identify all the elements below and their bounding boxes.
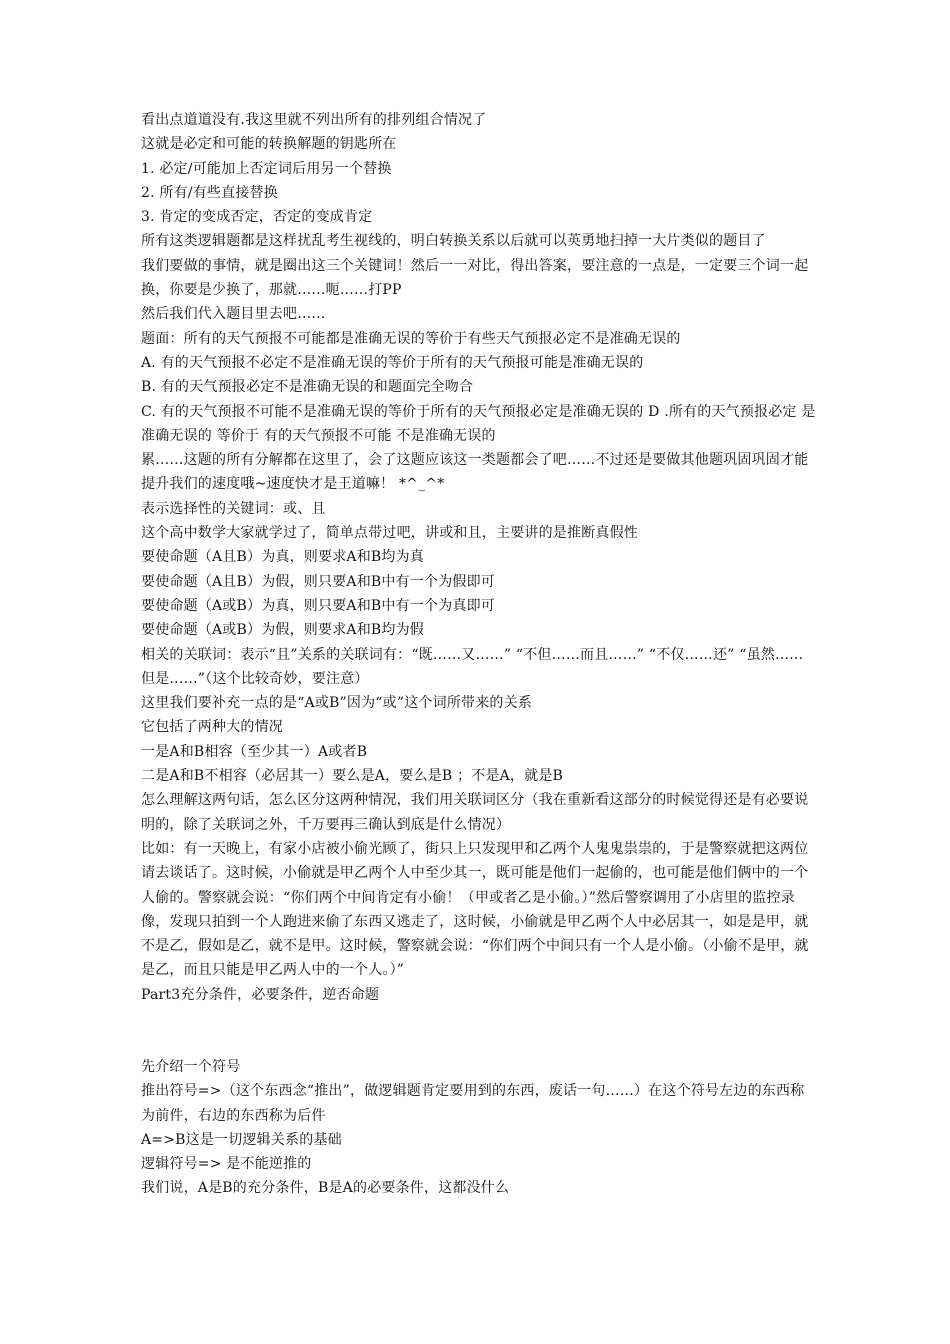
paragraph: 这个高中数学大家就学过了，简单点带过吧，讲或和且，主要讲的是推断真假性 [141,525,638,542]
paragraph: 一是A和B相容（至少其一）A或者B [141,743,368,760]
rule-line: 要使命题（A且B）为真，则要求A和B均为真 [141,549,424,566]
paragraph: 逻辑符号=> 是不能逆推的 [141,1156,312,1173]
paragraph: 推出符号=>（这个东西念“推出”，做逻辑题肯定要用到的东西，废话一句……）在这个符号左边的东西称为前件，右边的东西称为后件 [141,1083,805,1124]
example-paragraph: 比如：有一天晚上，有家小店被小偷光顾了，街只上只发现甲和乙两个人鬼鬼祟祟的，于是警察就把这两位请去谈话了。这时候，小偷就是甲乙两个人中至少其一，既可能是他们一起偷的，也可能是他们俩中的一个人偷的。警察就会说：“你们两个中间肯定有小偷！（甲或者乙是小偷。）”然后警察调用了小店里的监控录像，发现只拍到一个人跑进来偷了东西又逃走了，这时候，小偷就是甲乙两个人中必居其一，如是是甲，就不是乙，假如是乙，就不是甲。这时候，警察就会说：“你们两个中间只有一个人是小偷。（小偷不是甲，就是乙，而且只能是甲乙两人中的一个人。）” [141,840,809,979]
list-item: 3. 肯定的变成否定，否定的变成肯定 [141,209,373,226]
paragraph: 它包括了两种大的情况 [141,719,283,736]
paragraph: 我们说，A是B的充分条件，B是A的必要条件，这都没什么 [141,1180,510,1197]
section-heading: 表示选择性的关键词：或、且 [141,500,326,517]
rule-line: 要使命题（A且B）为假，则只要A和B中有一个为假即可 [141,573,495,590]
document-page [141,108,816,1201]
option-a: A. 有的天气预报不必定不是准确无误的等价于所有的天气预报可能是准确无误的 [141,354,644,371]
rule-line: 要使命题（A或B）为真，则只要A和B中有一个为真即可 [141,597,495,614]
blank-space [141,1007,816,1055]
paragraph: 然后我们代入题目里去吧…… [141,306,326,323]
paragraph: 看出点道道没有.我这里就不列出所有的排列组合情况了 [141,112,487,128]
list-item: 2. 所有/有些直接替换 [141,184,278,201]
rule-line: 要使命题（A或B）为假，则要求A和B均为假 [141,622,424,639]
paragraph: 二是A和B不相容（必居其一）要么是A，要么是B ；不是A，就是B [141,768,564,785]
paragraph: 累……这题的所有分解都在这里了，会了这题应该这一类题都会了吧……不过还是要做其他题巩固巩固才能提升我们的速度哦~速度快才是王道嘛！ *^_^* [141,452,809,493]
paragraph: 相关的关联词：表示“且”关系的关联词有：“既……又……” “不但……而且……” “不仅……还” “虽然……但是……”（这个比较奇妙，要注意） [141,646,804,687]
option-c-d: C. 有的天气预报不可能不是准确无误的等价于所有的天气预报必定是准确无误的 D .所有的天气预报必定 是准确无误的 等价于 有的天气预报不可能 不是准确无误的 [141,403,816,444]
paragraph: 所有这类逻辑题都是这样扰乱考生视线的，明白转换关系以后就可以英勇地扫掉一大片类似的题目了 [141,233,766,250]
list-item: 1. 必定/可能加上否定词后用另一个替换 [141,160,392,177]
part-heading: Part3充分条件，必要条件，逆否命题 [141,986,380,1003]
option-b: B. 有的天气预报必定不是准确无误的和题面完全吻合 [141,379,474,396]
paragraph: 这里我们要补充一点的是“A或B”因为“或”这个词所带来的关系 [141,695,533,712]
paragraph: A=>B这是一切逻辑关系的基础 [141,1131,342,1148]
question-stem: 题面：所有的天气预报不可能都是准确无误的等价于有些天气预报必定不是准确无误的 [141,330,681,347]
paragraph: 怎么理解这两句话，怎么区分这两种情况，我们用关联词区分（我在重新看这部分的时候觉得还是有必要说明的，除了关联词之外，千万要再三确认到底是什么情况） [141,792,809,833]
paragraph: 这就是必定和可能的转换解题的钥匙所在 [141,136,397,153]
paragraph: 我们要做的事情，就是圈出这三个关键词！然后一一对比，得出答案，要注意的一点是，一定要三个词一起换，你要是少换了，那就……呃……打PP [141,257,809,299]
paragraph: 先介绍一个符号 [141,1058,241,1075]
